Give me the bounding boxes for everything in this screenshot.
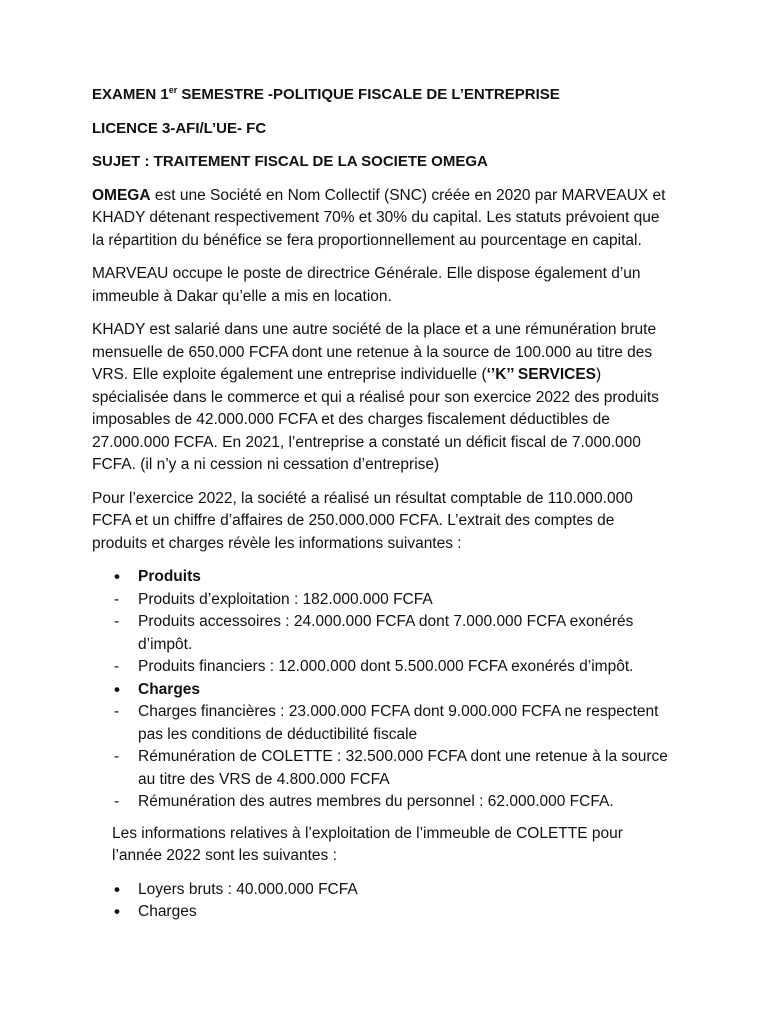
list-item: - Produits d’exploitation : 182.000.000 FCFA	[112, 589, 672, 612]
list-item: • Charges	[112, 901, 672, 924]
paragraph-khady-text-b: ) spécialisée dans le commerce et qui a réalisé pour son exercice 2022 des produits imposables de 42.000.000 FCFA et des charges fiscalement déductibles de 27.000.000 FCFA. En 2021, l’entreprise a constaté un déficit fiscal de 7.000.000 FCFA. (il n’y a ni cession ni cessation d’entreprise)	[92, 366, 659, 473]
exam-title	[92, 84, 672, 107]
paragraph-omega-text: est une Société en Nom Collectif (SNC) créée en 2020 par MARVEAUX et KHADY détenant respectivement 70% et 30% du capital. Les statuts prévoient que la répartition du bénéfice se fera proportionnellement au pourcentage en capital.	[92, 186, 666, 249]
paragraph-immeuble-intro: Les informations relatives à l’exploitation de l’immeuble de COLETTE pour l’année 2022 sont les suivantes :	[112, 824, 623, 864]
list-item: - Produits financiers : 12.000.000 dont 5.500.000 FCFA exonérés d’impôt.	[112, 656, 672, 679]
list-item: - Rémunération des autres membres du personnel : 62.000.000 FCFA.	[112, 791, 672, 814]
program-line: LICENCE 3-AFI/L’UE- FC	[92, 119, 267, 137]
paragraph-exercice-2022: Pour l’exercice 2022, la société a réalisé un résultat comptable de 110.000.000 FCFA et un chiffre d’affaires de 250.000.000 FCFA. L’extrait des comptes de produits et charges révèle les informations suivantes :	[92, 489, 633, 552]
produits-charges-list	[92, 566, 672, 814]
produits-heading: • Produits	[112, 566, 672, 589]
immeuble-list	[92, 879, 672, 924]
exam-title-superscript: er	[168, 85, 178, 95]
exam-title-prefix: EXAMEN 1	[92, 86, 169, 103]
omega-bold: OMEGA	[92, 186, 151, 204]
subject-line: SUJET : TRAITEMENT FISCAL DE LA SOCIETE OMEGA	[92, 153, 488, 170]
paragraph-khady-text-a: KHADY est salarié dans une autre société de la place et a une rémunération brute mensuelle de 650.000 FCFA dont une retenue à la source de 100.000 au titre des VRS. Elle exploite également une entreprise individuelle (	[92, 321, 657, 383]
paragraph-khady	[92, 319, 672, 477]
list-item: - Produits accessoires : 24.000.000 FCFA dont 7.000.000 FCFA exonérés d’impôt.	[112, 611, 672, 656]
paragraph-marveau: MARVEAU occupe le poste de directrice Générale. Elle dispose également d’un immeuble à Dakar qu’elle a mis en location.	[92, 265, 641, 305]
k-services-bold: ‘’K’’ SERVICES	[486, 366, 597, 383]
list-item: - Charges financières : 23.000.000 FCFA dont 9.000.000 FCFA ne respectent pas les conditions de déductibilité fiscale	[112, 701, 672, 746]
exam-title-suffix: SEMESTRE -POLITIQUE FISCALE DE L’ENTREPRISE	[177, 86, 560, 103]
charges-heading: • Charges	[112, 679, 672, 702]
list-item: - Rémunération de COLETTE : 32.500.000 FCFA dont une retenue à la source au titre des VRS de 4.800.000 FCFA	[112, 746, 672, 791]
paragraph-omega	[92, 185, 672, 253]
list-item: • Loyers bruts : 40.000.000 FCFA	[112, 879, 672, 902]
